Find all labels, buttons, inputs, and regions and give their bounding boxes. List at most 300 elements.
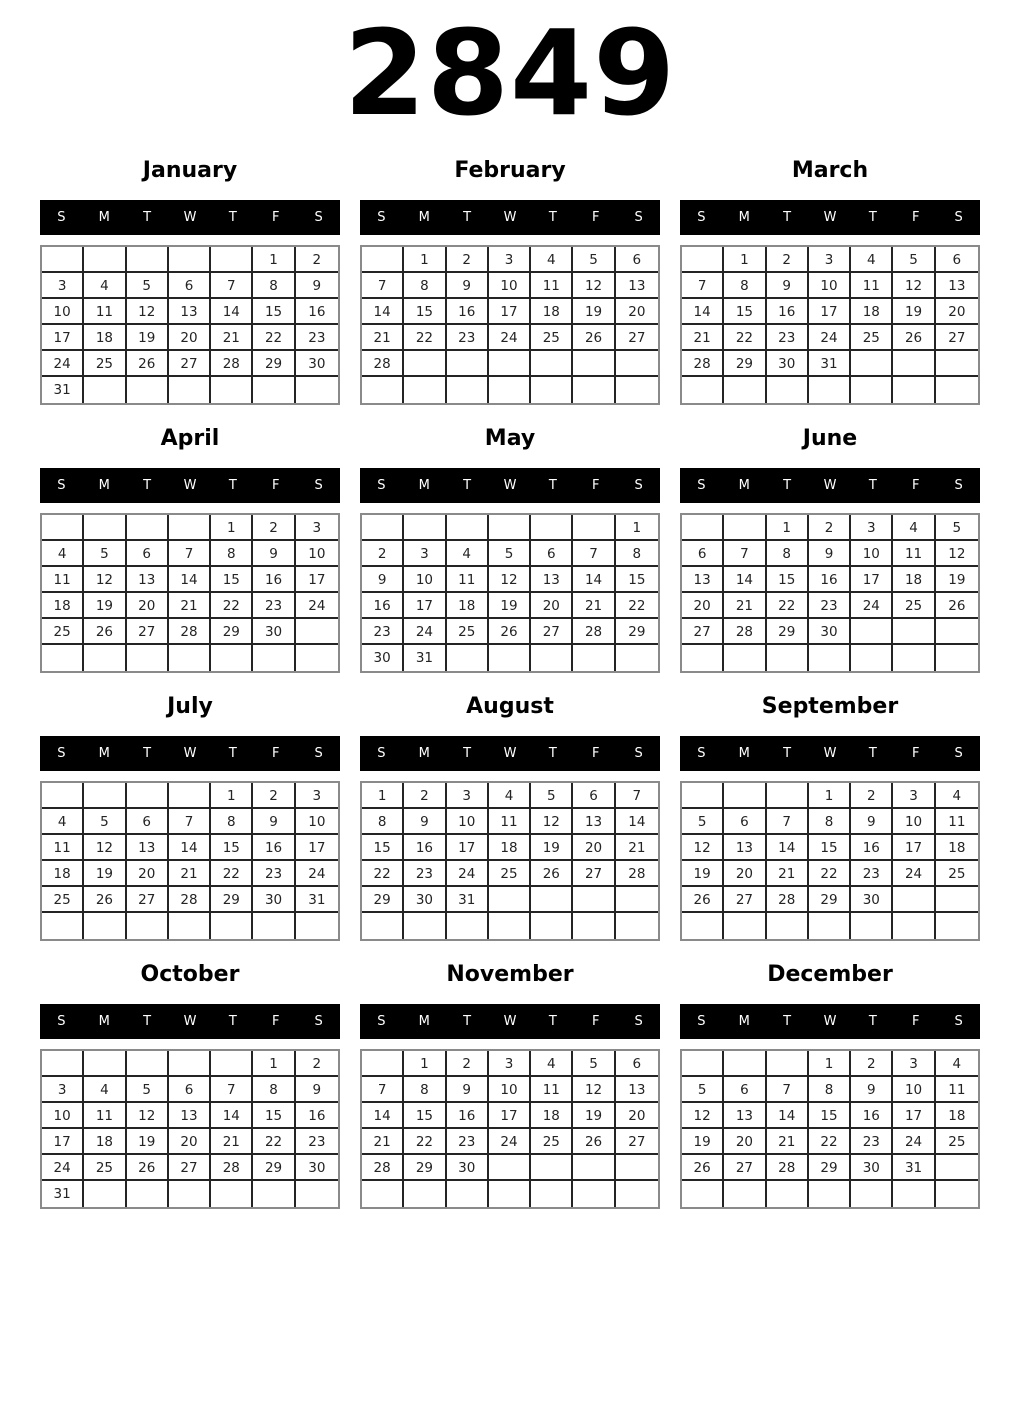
empty-day-cell (362, 1051, 404, 1077)
weekday-label: F (271, 746, 280, 761)
empty-day-cell (169, 645, 211, 671)
day-cell: 3 (893, 1051, 935, 1077)
empty-day-cell (531, 913, 573, 939)
day-cell: 27 (169, 1155, 211, 1181)
weekday-label: T (143, 478, 152, 493)
day-cell: 8 (362, 809, 404, 835)
month-days-grid (40, 1049, 340, 1209)
day-cell: 28 (362, 1155, 404, 1181)
day-cell: 6 (531, 541, 573, 567)
weekday-label: S (314, 746, 323, 761)
day-cell: 3 (296, 515, 338, 541)
day-cell: 1 (211, 783, 253, 809)
day-cell: 16 (404, 835, 446, 861)
empty-day-cell (211, 1181, 253, 1207)
day-cell: 21 (211, 325, 253, 351)
weekday-label: S (314, 210, 323, 225)
empty-day-cell (127, 515, 169, 541)
empty-day-cell (767, 645, 809, 671)
day-cell: 13 (724, 835, 766, 861)
day-cell: 26 (127, 1155, 169, 1181)
day-cell: 28 (362, 351, 404, 377)
empty-day-cell (809, 645, 851, 671)
day-cell: 15 (616, 567, 658, 593)
day-cell: 29 (809, 1155, 851, 1181)
month-title: December (767, 962, 893, 987)
day-cell: 3 (809, 247, 851, 273)
month-days-grid (680, 1049, 980, 1209)
day-cell: 13 (682, 567, 724, 593)
weekday-label: M (418, 478, 430, 493)
day-cell: 31 (42, 377, 84, 403)
day-cell: 14 (767, 1103, 809, 1129)
day-cell: 6 (169, 273, 211, 299)
day-cell: 29 (809, 887, 851, 913)
weekday-label: F (591, 478, 600, 493)
day-cell: 14 (169, 835, 211, 861)
day-cell: 12 (127, 299, 169, 325)
day-cell: 20 (682, 593, 724, 619)
empty-day-cell (724, 913, 766, 939)
empty-day-cell (404, 377, 446, 403)
empty-day-cell (489, 913, 531, 939)
day-cell: 23 (296, 325, 338, 351)
day-cell: 6 (616, 1051, 658, 1077)
month-days-grid (680, 513, 980, 673)
weekday-label: S (57, 746, 66, 761)
day-cell: 23 (447, 325, 489, 351)
empty-day-cell (42, 783, 84, 809)
empty-day-cell (127, 1051, 169, 1077)
month-title: February (454, 158, 566, 183)
day-cell: 26 (573, 325, 615, 351)
day-cell: 4 (936, 783, 978, 809)
weekday-label: S (634, 478, 643, 493)
day-cell: 25 (531, 1129, 573, 1155)
day-cell: 11 (84, 1103, 126, 1129)
day-cell: 28 (169, 887, 211, 913)
weekday-label: S (377, 210, 386, 225)
day-cell: 17 (447, 835, 489, 861)
day-cell: 21 (362, 325, 404, 351)
day-cell: 17 (893, 1103, 935, 1129)
empty-day-cell (893, 645, 935, 671)
day-cell: 12 (682, 1103, 724, 1129)
day-cell: 11 (936, 1077, 978, 1103)
weekday-label: T (868, 210, 877, 225)
day-cell: 21 (767, 861, 809, 887)
weekday-label: F (591, 1014, 600, 1029)
day-cell: 4 (936, 1051, 978, 1077)
day-cell: 22 (809, 1129, 851, 1155)
empty-day-cell (893, 887, 935, 913)
day-cell: 10 (404, 567, 446, 593)
day-cell: 16 (253, 835, 295, 861)
empty-day-cell (682, 1051, 724, 1077)
empty-day-cell (253, 913, 295, 939)
day-cell: 15 (362, 835, 404, 861)
empty-day-cell (169, 377, 211, 403)
day-cell: 22 (616, 593, 658, 619)
weekday-label: F (911, 746, 920, 761)
weekday-label: W (503, 210, 517, 225)
day-cell: 14 (682, 299, 724, 325)
day-cell: 21 (767, 1129, 809, 1155)
empty-day-cell (936, 913, 978, 939)
day-cell: 2 (296, 1051, 338, 1077)
day-cell: 30 (253, 887, 295, 913)
empty-day-cell (573, 887, 615, 913)
day-cell: 8 (809, 809, 851, 835)
day-cell: 3 (851, 515, 893, 541)
month-title: October (140, 962, 240, 987)
day-cell: 14 (362, 299, 404, 325)
day-cell: 11 (42, 835, 84, 861)
empty-day-cell (616, 913, 658, 939)
weekday-label: W (183, 746, 197, 761)
day-cell: 30 (253, 619, 295, 645)
weekday-label: S (954, 1014, 963, 1029)
day-cell: 5 (84, 809, 126, 835)
weekday-label: T (783, 210, 792, 225)
empty-day-cell (127, 377, 169, 403)
day-cell: 9 (447, 1077, 489, 1103)
day-cell: 10 (893, 1077, 935, 1103)
day-cell: 19 (127, 325, 169, 351)
day-cell: 22 (253, 1129, 295, 1155)
day-cell: 24 (296, 861, 338, 887)
empty-day-cell (893, 619, 935, 645)
day-cell: 16 (447, 299, 489, 325)
day-cell: 21 (682, 325, 724, 351)
month-title: March (791, 158, 869, 183)
day-cell: 1 (211, 515, 253, 541)
month-days-grid (40, 245, 340, 405)
day-cell: 15 (253, 1103, 295, 1129)
day-cell: 13 (616, 273, 658, 299)
day-cell: 1 (253, 1051, 295, 1077)
empty-day-cell (362, 247, 404, 273)
day-cell: 27 (127, 887, 169, 913)
empty-day-cell (936, 1155, 978, 1181)
day-cell: 3 (489, 1051, 531, 1077)
day-cell: 12 (489, 567, 531, 593)
day-cell: 23 (253, 593, 295, 619)
day-cell: 23 (851, 1129, 893, 1155)
day-cell: 7 (616, 783, 658, 809)
day-cell: 21 (211, 1129, 253, 1155)
day-cell: 25 (936, 1129, 978, 1155)
empty-day-cell (169, 783, 211, 809)
empty-day-cell (936, 619, 978, 645)
day-cell: 3 (42, 273, 84, 299)
day-cell: 25 (851, 325, 893, 351)
day-cell: 22 (211, 861, 253, 887)
month-block-march (680, 158, 980, 405)
day-cell: 15 (809, 835, 851, 861)
day-cell: 15 (211, 567, 253, 593)
day-cell: 17 (42, 325, 84, 351)
day-cell: 10 (489, 1077, 531, 1103)
empty-day-cell (447, 377, 489, 403)
weekday-label: T (228, 210, 237, 225)
month-block-july (40, 694, 340, 941)
day-cell: 9 (253, 809, 295, 835)
weekday-label: F (591, 746, 600, 761)
day-cell: 6 (724, 809, 766, 835)
month-block-october (40, 962, 340, 1209)
day-cell: 2 (253, 783, 295, 809)
day-cell: 22 (253, 325, 295, 351)
day-cell: 13 (169, 1103, 211, 1129)
empty-day-cell (682, 515, 724, 541)
day-cell: 24 (489, 1129, 531, 1155)
empty-day-cell (851, 351, 893, 377)
month-title: August (466, 694, 554, 719)
day-cell: 6 (682, 541, 724, 567)
empty-day-cell (253, 645, 295, 671)
empty-day-cell (84, 1051, 126, 1077)
empty-day-cell (84, 515, 126, 541)
day-cell: 18 (42, 861, 84, 887)
empty-day-cell (767, 783, 809, 809)
day-cell: 18 (531, 299, 573, 325)
day-cell: 9 (767, 273, 809, 299)
weekday-label: M (418, 746, 430, 761)
day-cell: 14 (724, 567, 766, 593)
weekday-header-row (360, 1004, 660, 1039)
day-cell: 15 (724, 299, 766, 325)
day-cell: 19 (489, 593, 531, 619)
day-cell: 2 (851, 783, 893, 809)
empty-day-cell (573, 1155, 615, 1181)
day-cell: 6 (573, 783, 615, 809)
weekday-label: T (548, 478, 557, 493)
year-title: 2849 (343, 4, 677, 142)
day-cell: 20 (531, 593, 573, 619)
weekday-label: T (143, 746, 152, 761)
day-cell: 25 (42, 887, 84, 913)
weekday-label: S (697, 478, 706, 493)
day-cell: 16 (253, 567, 295, 593)
day-cell: 20 (616, 1103, 658, 1129)
day-cell: 8 (253, 273, 295, 299)
month-block-february (360, 158, 660, 405)
day-cell: 12 (84, 567, 126, 593)
empty-day-cell (362, 377, 404, 403)
weekday-header-row (680, 1004, 980, 1039)
day-cell: 8 (809, 1077, 851, 1103)
day-cell: 8 (404, 1077, 446, 1103)
day-cell: 6 (127, 541, 169, 567)
day-cell: 21 (362, 1129, 404, 1155)
empty-day-cell (447, 645, 489, 671)
day-cell: 9 (404, 809, 446, 835)
empty-day-cell (893, 351, 935, 377)
empty-day-cell (531, 377, 573, 403)
weekday-label: M (738, 746, 750, 761)
empty-day-cell (489, 515, 531, 541)
empty-day-cell (169, 1051, 211, 1077)
day-cell: 13 (936, 273, 978, 299)
day-cell: 4 (42, 541, 84, 567)
day-cell: 29 (767, 619, 809, 645)
day-cell: 17 (893, 835, 935, 861)
weekday-label: W (183, 1014, 197, 1029)
weekday-label: M (98, 746, 110, 761)
day-cell: 5 (682, 809, 724, 835)
day-cell: 27 (936, 325, 978, 351)
weekday-label: S (57, 210, 66, 225)
day-cell: 12 (84, 835, 126, 861)
empty-day-cell (767, 377, 809, 403)
day-cell: 6 (724, 1077, 766, 1103)
day-cell: 26 (936, 593, 978, 619)
day-cell: 11 (851, 273, 893, 299)
day-cell: 7 (682, 273, 724, 299)
empty-day-cell (489, 645, 531, 671)
day-cell: 7 (767, 809, 809, 835)
day-cell: 27 (616, 325, 658, 351)
empty-day-cell (616, 377, 658, 403)
month-title: April (160, 426, 220, 451)
day-cell: 2 (296, 247, 338, 273)
day-cell: 18 (893, 567, 935, 593)
day-cell: 18 (936, 835, 978, 861)
month-title: May (484, 426, 536, 451)
empty-day-cell (84, 783, 126, 809)
day-cell: 4 (851, 247, 893, 273)
day-cell: 24 (851, 593, 893, 619)
day-cell: 8 (767, 541, 809, 567)
day-cell: 4 (42, 809, 84, 835)
empty-day-cell (84, 377, 126, 403)
day-cell: 21 (573, 593, 615, 619)
day-cell: 16 (809, 567, 851, 593)
weekday-label: T (143, 1014, 152, 1029)
empty-day-cell (84, 1181, 126, 1207)
day-cell: 26 (127, 351, 169, 377)
empty-day-cell (682, 1181, 724, 1207)
day-cell: 26 (84, 619, 126, 645)
day-cell: 8 (616, 541, 658, 567)
month-block-november (360, 962, 660, 1209)
day-cell: 7 (573, 541, 615, 567)
weekday-label: W (823, 1014, 837, 1029)
day-cell: 7 (169, 809, 211, 835)
empty-day-cell (211, 247, 253, 273)
weekday-label: M (98, 478, 110, 493)
weekday-label: F (271, 1014, 280, 1029)
empty-day-cell (127, 645, 169, 671)
empty-day-cell (724, 515, 766, 541)
day-cell: 28 (211, 351, 253, 377)
day-cell: 12 (573, 1077, 615, 1103)
weekday-label: W (823, 478, 837, 493)
day-cell: 1 (404, 247, 446, 273)
weekday-header-row (680, 736, 980, 771)
empty-day-cell (211, 645, 253, 671)
day-cell: 19 (893, 299, 935, 325)
day-cell: 28 (724, 619, 766, 645)
weekday-label: T (463, 210, 472, 225)
weekday-label: S (57, 1014, 66, 1029)
day-cell: 28 (767, 887, 809, 913)
weekday-label: W (183, 478, 197, 493)
weekday-label: M (98, 1014, 110, 1029)
empty-day-cell (531, 1155, 573, 1181)
day-cell: 19 (531, 835, 573, 861)
day-cell: 13 (724, 1103, 766, 1129)
day-cell: 30 (362, 645, 404, 671)
day-cell: 26 (489, 619, 531, 645)
month-title: January (142, 158, 238, 183)
day-cell: 31 (404, 645, 446, 671)
day-cell: 18 (84, 325, 126, 351)
day-cell: 17 (809, 299, 851, 325)
empty-day-cell (573, 515, 615, 541)
day-cell: 29 (211, 887, 253, 913)
day-cell: 14 (211, 1103, 253, 1129)
day-cell: 3 (296, 783, 338, 809)
day-cell: 17 (489, 1103, 531, 1129)
weekday-label: T (548, 1014, 557, 1029)
day-cell: 16 (851, 835, 893, 861)
day-cell: 28 (169, 619, 211, 645)
empty-day-cell (489, 1181, 531, 1207)
weekday-label: T (548, 210, 557, 225)
day-cell: 12 (936, 541, 978, 567)
day-cell: 21 (169, 861, 211, 887)
day-cell: 10 (296, 809, 338, 835)
day-cell: 22 (809, 861, 851, 887)
day-cell: 5 (531, 783, 573, 809)
day-cell: 2 (404, 783, 446, 809)
empty-day-cell (767, 1181, 809, 1207)
empty-day-cell (616, 351, 658, 377)
empty-day-cell (127, 913, 169, 939)
month-days-grid (360, 245, 660, 405)
weekday-label: T (868, 746, 877, 761)
empty-day-cell (936, 887, 978, 913)
day-cell: 13 (616, 1077, 658, 1103)
day-cell: 15 (404, 1103, 446, 1129)
empty-day-cell (573, 351, 615, 377)
day-cell: 12 (682, 835, 724, 861)
day-cell: 22 (767, 593, 809, 619)
day-cell: 6 (169, 1077, 211, 1103)
day-cell: 1 (724, 247, 766, 273)
empty-day-cell (296, 645, 338, 671)
empty-day-cell (489, 351, 531, 377)
day-cell: 17 (489, 299, 531, 325)
day-cell: 19 (682, 1129, 724, 1155)
empty-day-cell (936, 377, 978, 403)
day-cell: 9 (296, 273, 338, 299)
month-days-grid (680, 781, 980, 941)
empty-day-cell (169, 1181, 211, 1207)
empty-day-cell (573, 377, 615, 403)
day-cell: 2 (447, 247, 489, 273)
day-cell: 5 (936, 515, 978, 541)
day-cell: 20 (127, 593, 169, 619)
day-cell: 23 (296, 1129, 338, 1155)
day-cell: 10 (489, 273, 531, 299)
weekday-label: W (823, 746, 837, 761)
day-cell: 15 (767, 567, 809, 593)
day-cell: 8 (253, 1077, 295, 1103)
month-block-january (40, 158, 340, 405)
